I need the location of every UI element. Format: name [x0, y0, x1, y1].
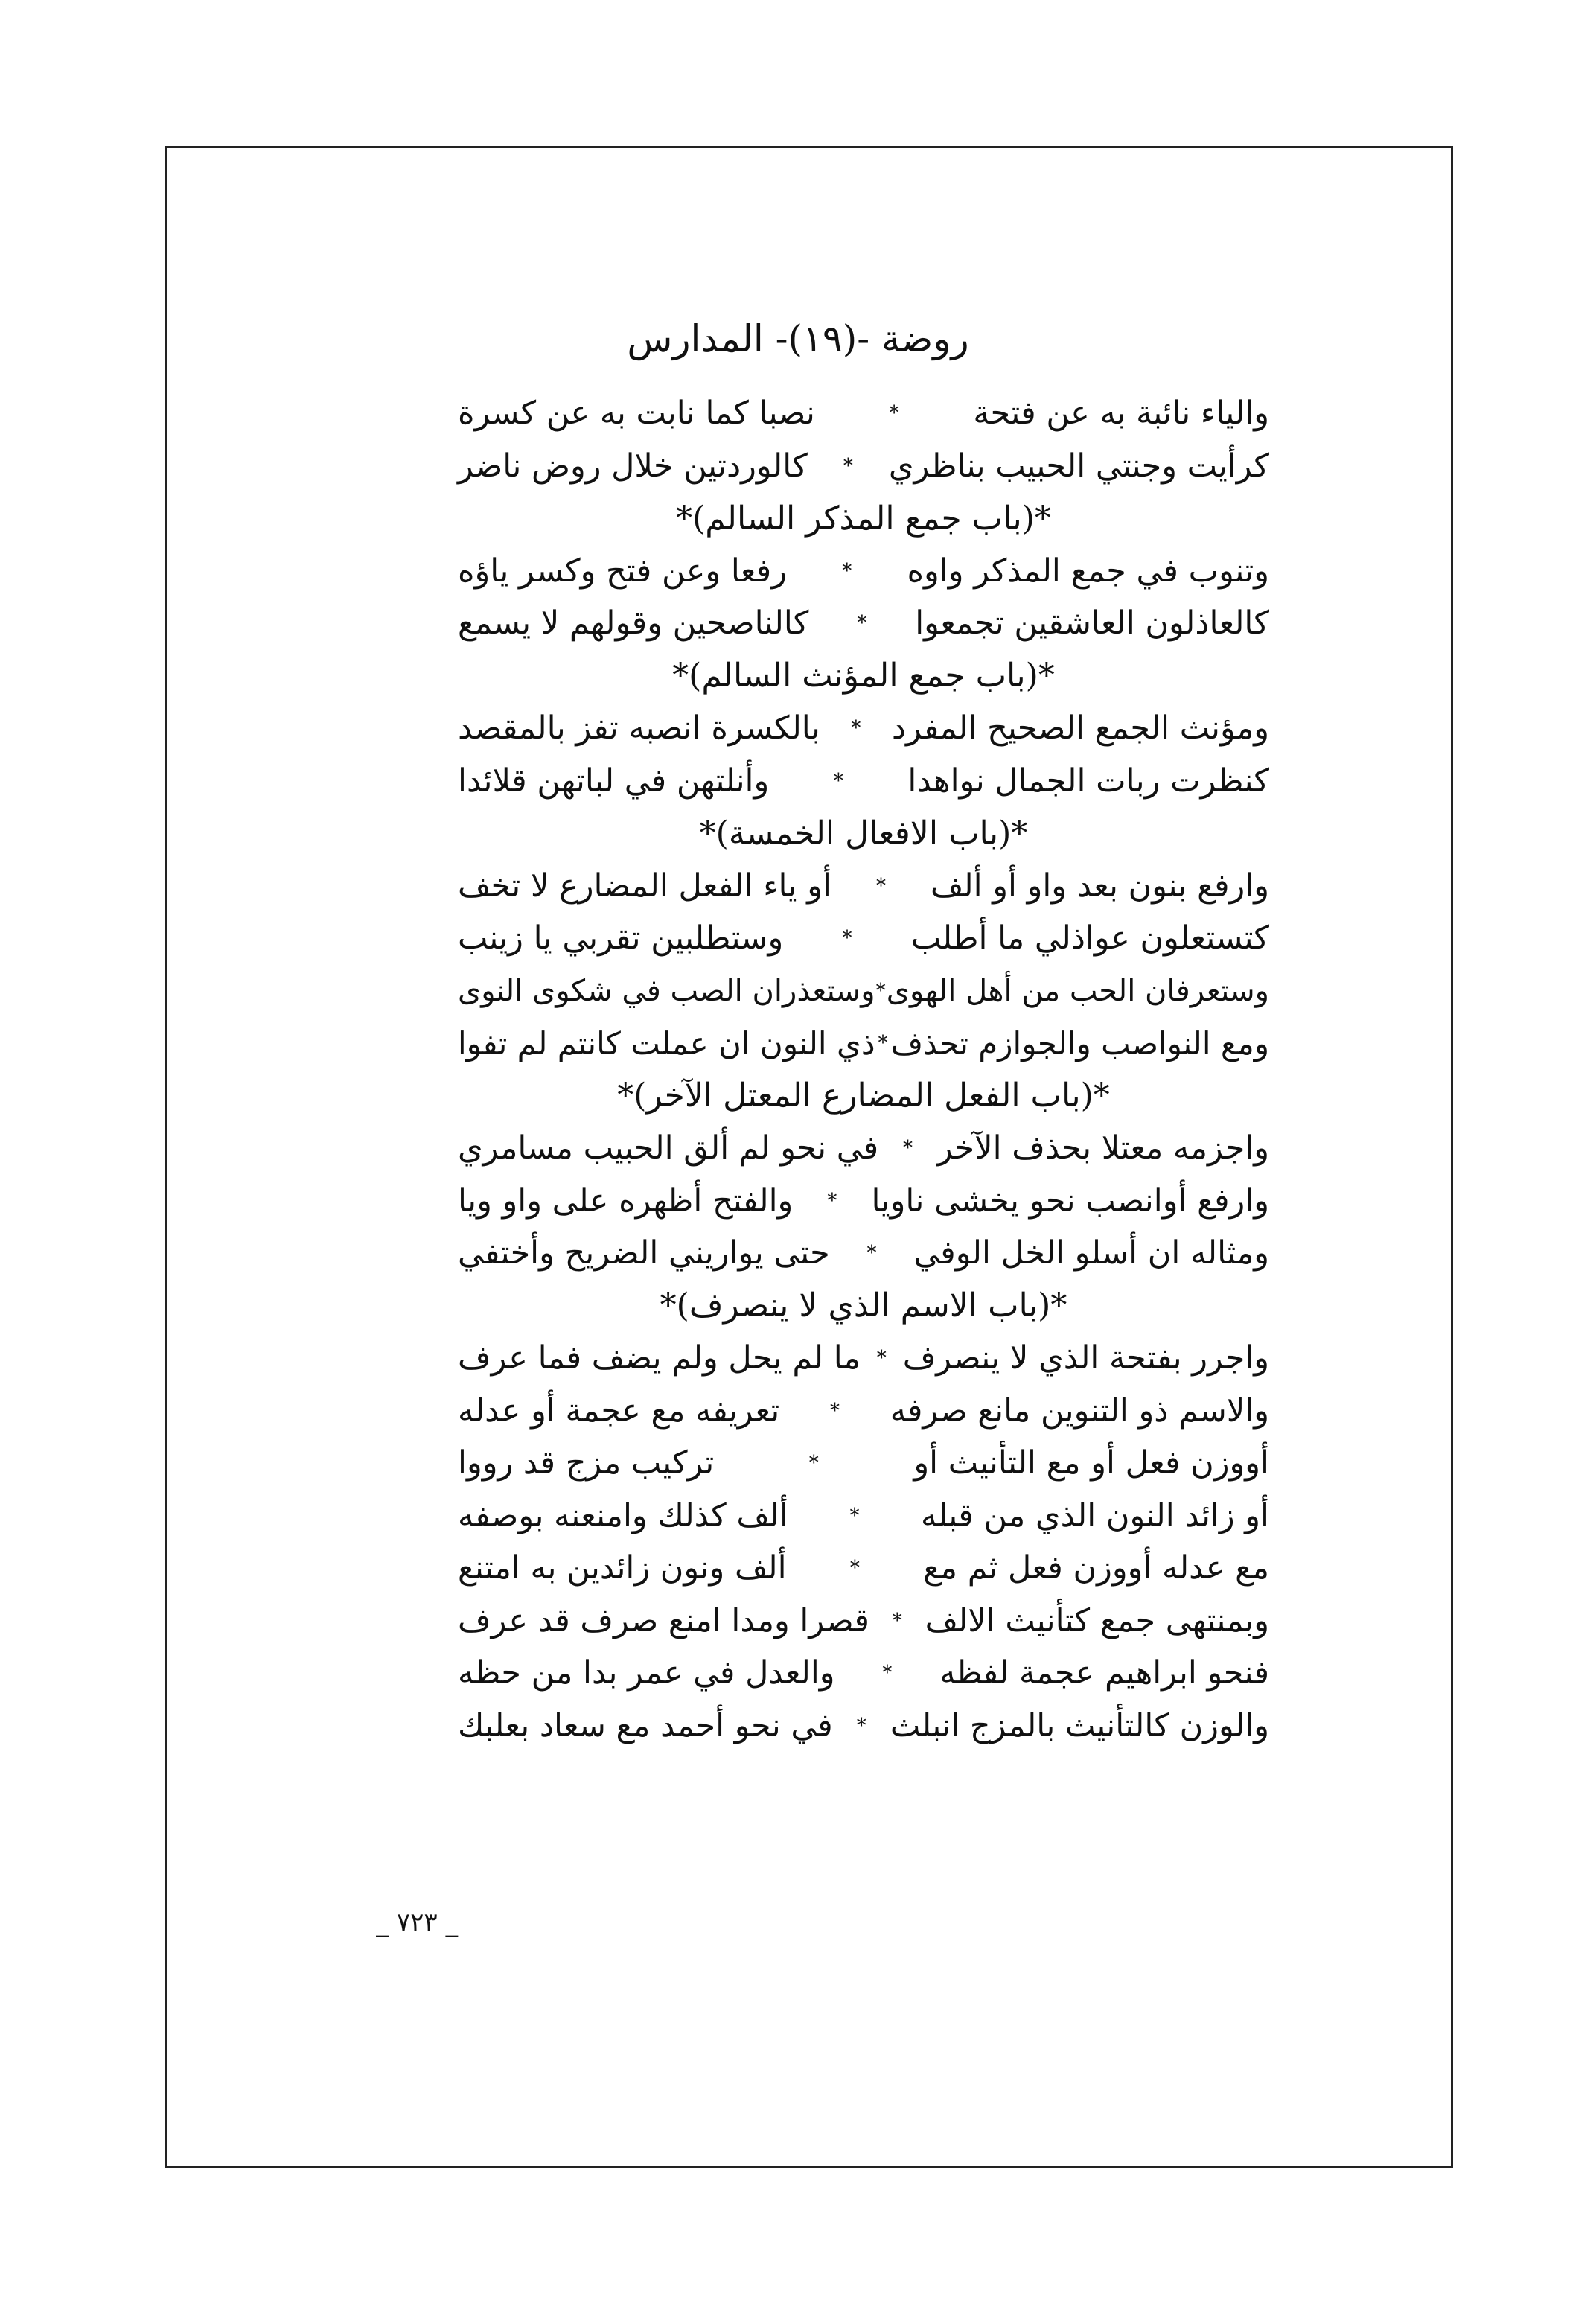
- verse-second-hemistich: ألف ونون زائدين به امتنع: [458, 1549, 787, 1587]
- verse-first-hemistich: كالعاذلون العاشقين تجمعوا: [915, 605, 1269, 643]
- verse-second-hemistich: والفتح أظهره على واو ويا: [458, 1182, 794, 1220]
- verse-separator: *: [878, 1032, 888, 1055]
- verse-first-hemistich: ومع النواصب والجوازم تحذف: [890, 1024, 1269, 1062]
- verse-second-hemistich: ذي النون ان عملت كانتم لم تفوا: [458, 1024, 875, 1062]
- verse-second-hemistich: نصبا كما نابت به عن كسرة: [458, 395, 815, 433]
- section-heading: *(باب الاسم الذي لا ينصرف)*: [660, 1287, 1067, 1325]
- verse-second-hemistich: كالناصحين وقولهم لا يسمع: [458, 605, 809, 643]
- verse-second-hemistich: بالكسرة انصبه تفز بالمقصد: [458, 710, 820, 748]
- verse-second-hemistich: وأنلتهن في لباتهن قلائدا: [458, 762, 770, 800]
- verse-first-hemistich: وارفع بنون بعد واو أو ألف: [930, 867, 1269, 905]
- verse-separator: *: [875, 874, 886, 897]
- verse-line: [458, 702, 1269, 755]
- verse-separator: *: [882, 1662, 893, 1685]
- verse-second-hemistich: تعريفه مع عجمة أو عدله: [458, 1392, 780, 1430]
- verse-second-hemistich: قصرا ومدا امنع صرف قد عرف: [458, 1601, 869, 1639]
- verse-line: [458, 1700, 1269, 1753]
- verse-separator: *: [876, 1347, 887, 1370]
- verse-second-hemistich: كالوردتين خلال روض ناضر: [458, 447, 808, 485]
- verse-line: [458, 1437, 1269, 1490]
- verse-line: [458, 912, 1269, 965]
- verse-second-hemistich: في نحو أحمد مع سعاد بعلبك: [458, 1706, 833, 1744]
- page-title: روضة -(١٩)- المدارس: [627, 317, 969, 360]
- verse-line: [458, 387, 1269, 440]
- section-heading: *(باب جمع المذكر السالم)*: [676, 499, 1051, 538]
- verse-line: [458, 860, 1269, 913]
- verse-separator: *: [842, 559, 852, 582]
- verse-line: [458, 545, 1269, 598]
- verse-second-hemistich: ما لم يحل ولم يضف فما عرف: [458, 1339, 861, 1377]
- verse-separator: *: [833, 769, 843, 792]
- verse-first-hemistich: وستعرفان الحب من أهل الهوى: [886, 973, 1269, 1008]
- verse-line: [458, 440, 1269, 493]
- page-number: _ ٧٢٣ _: [376, 1908, 459, 1937]
- section-heading: *(باب الفعل المضارع المعتل الآخر)*: [617, 1077, 1110, 1115]
- verse-separator: *: [808, 1452, 819, 1475]
- verse-line: [458, 1385, 1269, 1438]
- verse-second-hemistich: في نحو لم ألق الحبيب مسامري: [458, 1129, 879, 1167]
- verse-line: [458, 755, 1269, 808]
- verse-second-hemistich: تركيب مزج قد رووا: [458, 1444, 715, 1482]
- verse-first-hemistich: والاسم ذو التنوين مانع صرفه: [890, 1392, 1269, 1430]
- verse-first-hemistich: كرأيت وجنتي الحبيب بناظري: [888, 447, 1269, 485]
- verse-first-hemistich: أو زائد النون الذي من قبله: [921, 1497, 1269, 1534]
- verse-first-hemistich: كتستعلون عواذلي ما أطلب: [910, 920, 1269, 957]
- section-heading: *(باب الافعال الخمسة)*: [699, 814, 1028, 852]
- verse-first-hemistich: فنحو ابراهيم عجمة لفظه: [939, 1654, 1269, 1692]
- verse-first-hemistich: والوزن كالتأنيث بالمزج انبلث: [890, 1706, 1269, 1744]
- verse-second-hemistich: حتى يواريني الضريح وأختفي: [458, 1234, 830, 1272]
- verse-second-hemistich: وستعذران الصب في شكوى النوى: [458, 973, 875, 1008]
- verse-line: [458, 1542, 1269, 1595]
- verse-separator: *: [889, 402, 899, 425]
- verse-first-hemistich: وبمنتهى جمع كتأنيث الالف: [925, 1601, 1269, 1639]
- verse-second-hemistich: ألف كذلك وامنعنه بوصفه: [458, 1497, 788, 1534]
- verse-separator: *: [830, 1399, 840, 1422]
- verse-separator: *: [857, 612, 867, 635]
- verse-separator: *: [842, 927, 852, 950]
- verse-separator: *: [843, 454, 853, 477]
- verse-separator: *: [903, 1137, 913, 1160]
- verse-first-hemistich: وتنوب في جمع المذكر واوه: [907, 552, 1269, 590]
- verse-separator: *: [851, 717, 861, 740]
- verse-first-hemistich: واجرر بفتحة الذي لا ينصرف: [902, 1339, 1269, 1377]
- verse-line: [458, 965, 1269, 1018]
- verse-separator: *: [849, 1504, 860, 1527]
- verse-first-hemistich: والياء نائبة به عن فتحة: [973, 395, 1269, 433]
- verse-second-hemistich: وستطلبين تقربي يا زينب: [458, 920, 784, 957]
- verse-line: [458, 1175, 1269, 1228]
- verse-line: [458, 1017, 1269, 1070]
- verse-first-hemistich: ومؤنث الجمع الصحيح المفرد: [891, 710, 1269, 748]
- verse-separator: *: [827, 1189, 837, 1212]
- verse-second-hemistich: رفعا وعن فتح وكسر ياؤه: [458, 552, 787, 590]
- verse-separator: *: [866, 1242, 877, 1265]
- verse-line: [458, 1332, 1269, 1385]
- verse-line: [458, 1647, 1269, 1700]
- verse-line: [458, 1122, 1269, 1175]
- verse-first-hemistich: كنظرت ربات الجمال نواهدا: [907, 762, 1269, 800]
- verse-line: [458, 1595, 1269, 1648]
- verse-first-hemistich: واجزمه معتلا بحذف الآخر: [936, 1129, 1269, 1167]
- verse-separator: *: [875, 979, 886, 1002]
- verse-line: [458, 1227, 1269, 1280]
- verse-line: [458, 1490, 1269, 1543]
- verse-second-hemistich: والعدل في عمر بدا من حظه: [458, 1654, 835, 1692]
- verse-separator: *: [856, 1714, 866, 1737]
- verse-first-hemistich: وارفع أوانصب نحو يخشى ناويا: [871, 1182, 1269, 1220]
- verse-first-hemistich: أووزن فعل أو مع التأنيث أو: [913, 1444, 1269, 1482]
- verse-separator: *: [849, 1557, 860, 1580]
- verse-first-hemistich: مع عدله أووزن فعل ثم مع: [923, 1549, 1269, 1587]
- verse-separator: *: [892, 1609, 902, 1632]
- verse-block: [458, 387, 1269, 1752]
- verse-second-hemistich: أو ياء الفعل المضارع لا تخف: [458, 867, 831, 905]
- section-heading: *(باب جمع المؤنث السالم)*: [672, 657, 1055, 695]
- verse-first-hemistich: ومثاله ان أسلو الخل الوفي: [913, 1234, 1269, 1272]
- verse-line: [458, 597, 1269, 650]
